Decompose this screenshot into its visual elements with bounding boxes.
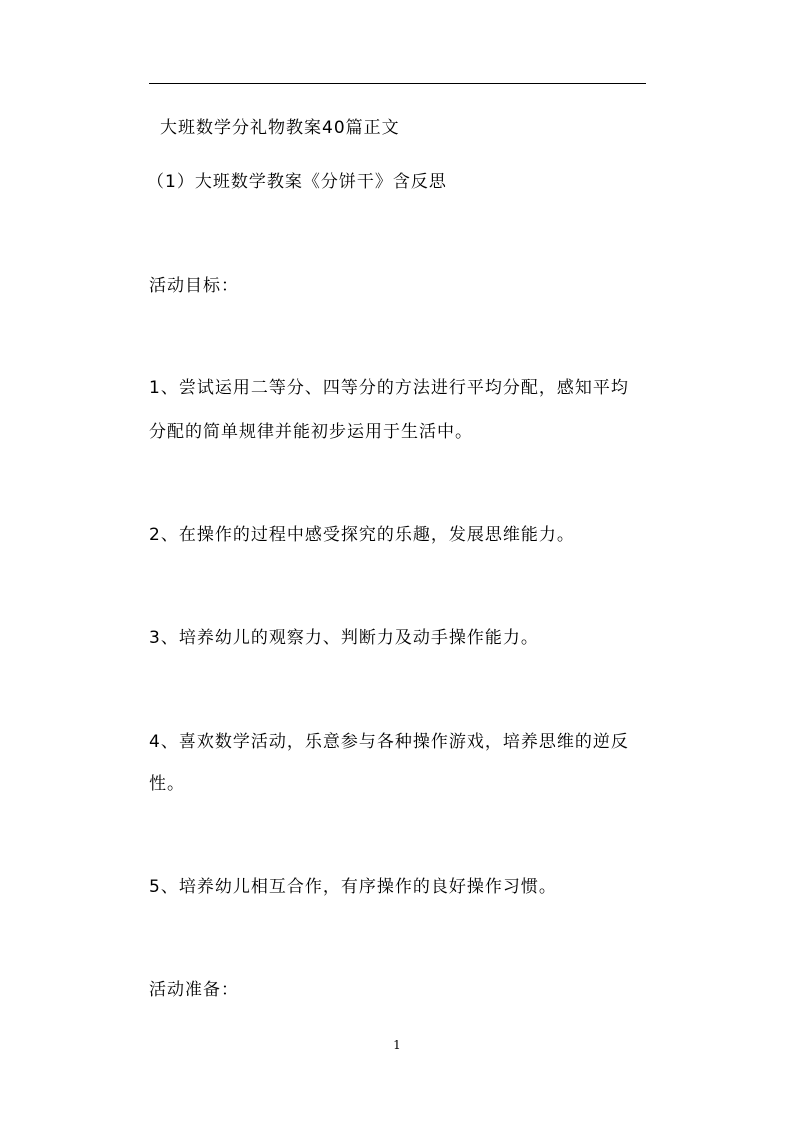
goal-3: 3、培养幼儿的观察力、判断力及动手操作能力。 (149, 628, 539, 648)
header-rule (149, 83, 646, 84)
page-number: 1 (393, 1038, 401, 1052)
goal-4-line-1: 4、喜欢数学活动，乐意参与各种操作游戏，培养思维的逆反 (149, 732, 629, 752)
document-subtitle: （1）大班数学教案《分饼干》含反思 (147, 172, 447, 192)
goal-1-line-1: 1、尝试运用二等分、四等分的方法进行平均分配，感知平均 (149, 378, 629, 398)
section-heading-prep: 活动准备： (149, 980, 239, 1000)
document-title: 大班数学分礼物教案40篇正文 (160, 118, 400, 138)
goal-1-line-2: 分配的简单规律并能初步运用于生活中。 (149, 422, 473, 442)
goal-2: 2、在操作的过程中感受探究的乐趣，发展思维能力。 (149, 525, 575, 545)
section-heading-goals: 活动目标： (149, 276, 239, 296)
goal-4-line-2: 性。 (149, 774, 185, 794)
goal-5: 5、培养幼儿相互合作，有序操作的良好操作习惯。 (149, 877, 557, 897)
